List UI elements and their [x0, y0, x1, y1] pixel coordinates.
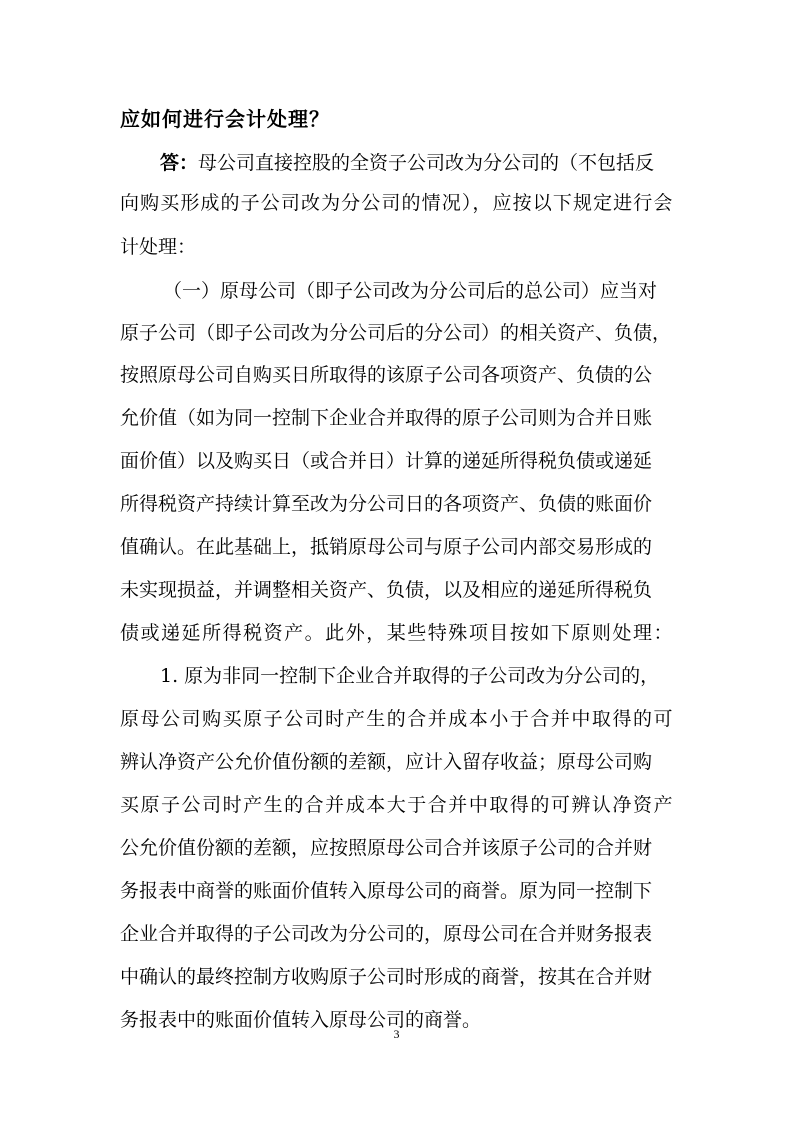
paragraph-line: 原子公司（即子公司改为分公司后的分公司）的相关资产、负债，: [120, 322, 672, 344]
paragraph-line: 允价值（如为同一控制下企业合并取得的原子公司则为合并日账: [120, 407, 653, 429]
paragraph-line: 所得税资产持续计算至改为分公司日的各项资产、负债的账面价: [120, 493, 653, 515]
page-number: 3: [393, 1027, 400, 1041]
paragraph-line: 按照原母公司自购买日所取得的该原子公司各项资产、负债的公: [120, 364, 653, 386]
question-heading: 应如何进行会计处理？: [120, 107, 330, 131]
paragraph-line: 未实现损益，并调整相关资产、负债，以及相应的递延所得税负: [120, 579, 653, 601]
paragraph-line: 面价值）以及购买日（或合并日）计算的递延所得税负债或递延: [120, 450, 653, 472]
paragraph-line: 原母公司购买原子公司时产生的合并成本小于合并中取得的可: [120, 708, 675, 730]
paragraph-line: 买原子公司时产生的合并成本大于合并中取得的可辨认净资产: [120, 794, 675, 816]
answer-label: 答：: [160, 152, 199, 174]
paragraph-line: 债或递延所得税资产。此外，某些特殊项目按如下原则处理：: [120, 622, 675, 644]
paragraph-line: 1. 原为非同一控制下企业合并取得的子公司改为分公司的，: [160, 665, 660, 687]
paragraph-line: （一）原母公司（即子公司改为分公司后的总公司）应当对: [163, 280, 658, 302]
paragraph-line: 务报表中商誉的账面价值转入原母公司的商誉。原为同一控制下: [120, 880, 653, 902]
paragraph-line: 企业合并取得的子公司改为分公司的，原母公司在合并财务报表: [120, 923, 653, 945]
paragraph-line: 公允价值份额的差额，应按照原母公司合并该原子公司的合并财: [120, 837, 653, 859]
answer-text: 母公司直接控股的全资子公司改为分公司的（不包括反: [198, 152, 655, 174]
paragraph-line: 中确认的最终控制方收购原子公司时形成的商誉，按其在合并财: [120, 966, 653, 988]
paragraph-line: 辨认净资产公允价值份额的差额，应计入留存收益；原母公司购: [120, 751, 653, 773]
paragraph-line: 值确认。在此基础上，抵销原母公司与原子公司内部交易形成的: [120, 536, 653, 558]
paragraph-line: 计处理：: [120, 236, 197, 258]
paragraph-line: 务报表中的账面价值转入原母公司的商誉。: [120, 1009, 482, 1031]
paragraph-line: 向购买形成的子公司改为分公司的情况），应按以下规定进行会: [120, 192, 674, 214]
answer-line-1: [160, 148, 654, 175]
